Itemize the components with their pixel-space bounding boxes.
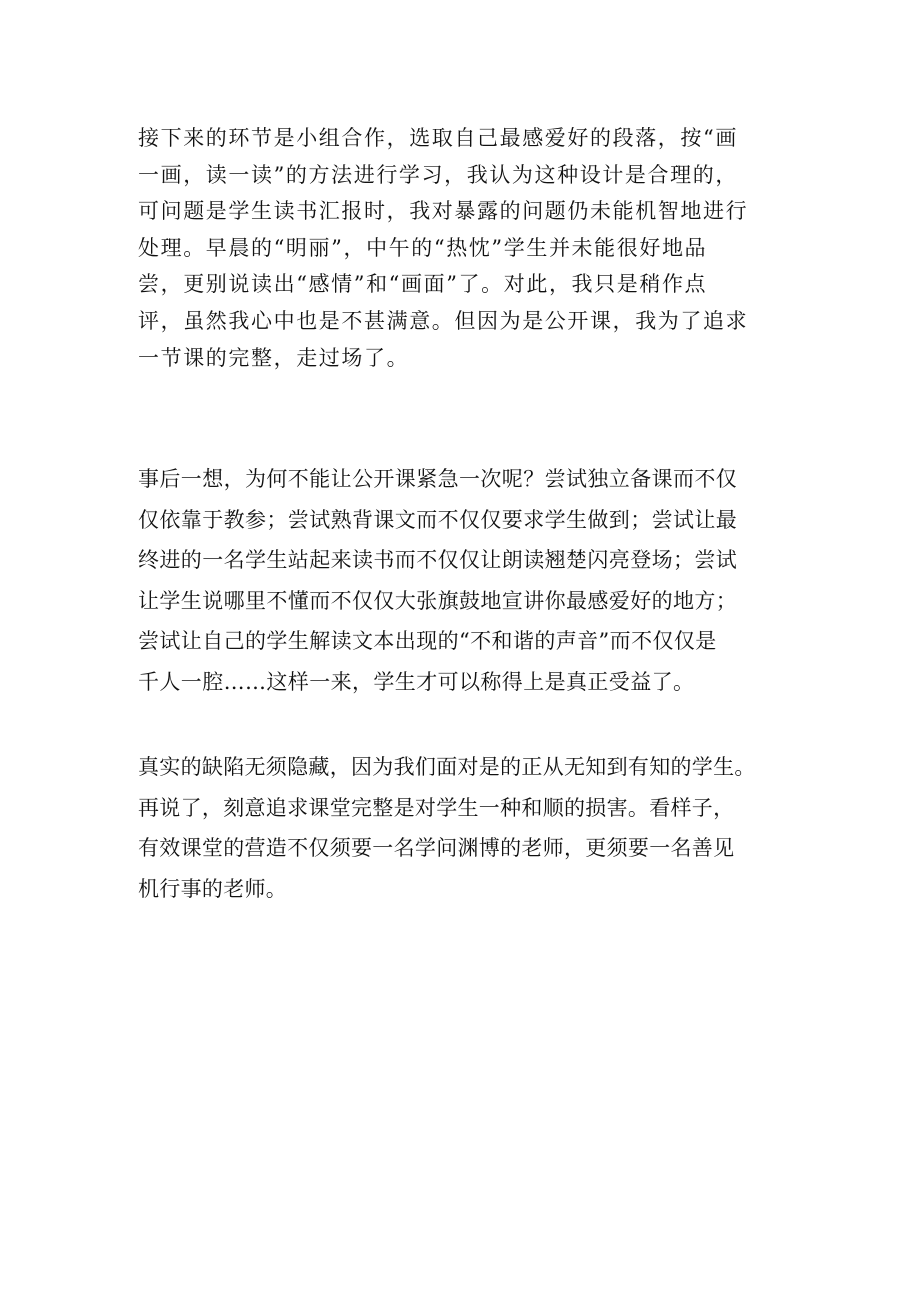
text-line: 再说了，刻意追求课堂完整是对学生一种和顺的损害。看样子， — [138, 795, 735, 820]
text-line: 有效课堂的营造不仅须要一名学问渊博的老师，更须要一名善见 — [138, 836, 735, 860]
text-line: 千人一腔……这样一来，学生才可以称得上是真正受益了。 — [138, 669, 695, 694]
paragraph-3 — [138, 747, 798, 909]
text-line: 尝试让自己的学生解读文本出现的“不和谐的声音”而不仅仅是 — [138, 629, 717, 653]
text-line: 一画，读一读”的方法进行学习，我认为这种设计是合理的， — [138, 162, 738, 187]
text-line: 终进的一名学生站起来读书而不仅仅让朗读翘楚闪亮登场；尝试 — [138, 548, 738, 572]
text-line: 真实的缺陷无须隐藏，因为我们面对是的正从无知到有知的学生。 — [138, 755, 756, 779]
text-line: 事后一想，为何不能让公开课紧急一次呢？尝试独立备课而不仅 — [138, 467, 738, 491]
text-line: 评，虽然我心中也是不甚满意。但因为是公开课，我为了追求 — [138, 308, 749, 333]
text-line: 处理。早晨的“明丽”，中午的“热忱”学生并未能很好地品 — [138, 235, 708, 260]
paragraph-1 — [138, 120, 798, 376]
paragraph-2 — [138, 459, 798, 702]
text-line: 接下来的环节是小组合作，选取自己最感爱好的段落，按“画 — [138, 126, 738, 150]
text-line: 可问题是学生读书汇报时，我对暴露的问题仍未能机智地进行 — [138, 199, 749, 224]
text-line: 尝，更别说读出“感情”和“画面”了。对此，我只是稍作点 — [138, 272, 708, 297]
text-line: 仅依靠于教参；尝试熟背课文而不仅仅要求学生做到；尝试让最 — [138, 507, 738, 532]
text-line: 机行事的老师。 — [138, 876, 288, 901]
text-line: 让学生说哪里不懂而不仅仅大张旗鼓地宣讲你最感爱好的地方； — [138, 588, 738, 613]
text-line: 一节课的完整，走过场了。 — [138, 345, 410, 370]
